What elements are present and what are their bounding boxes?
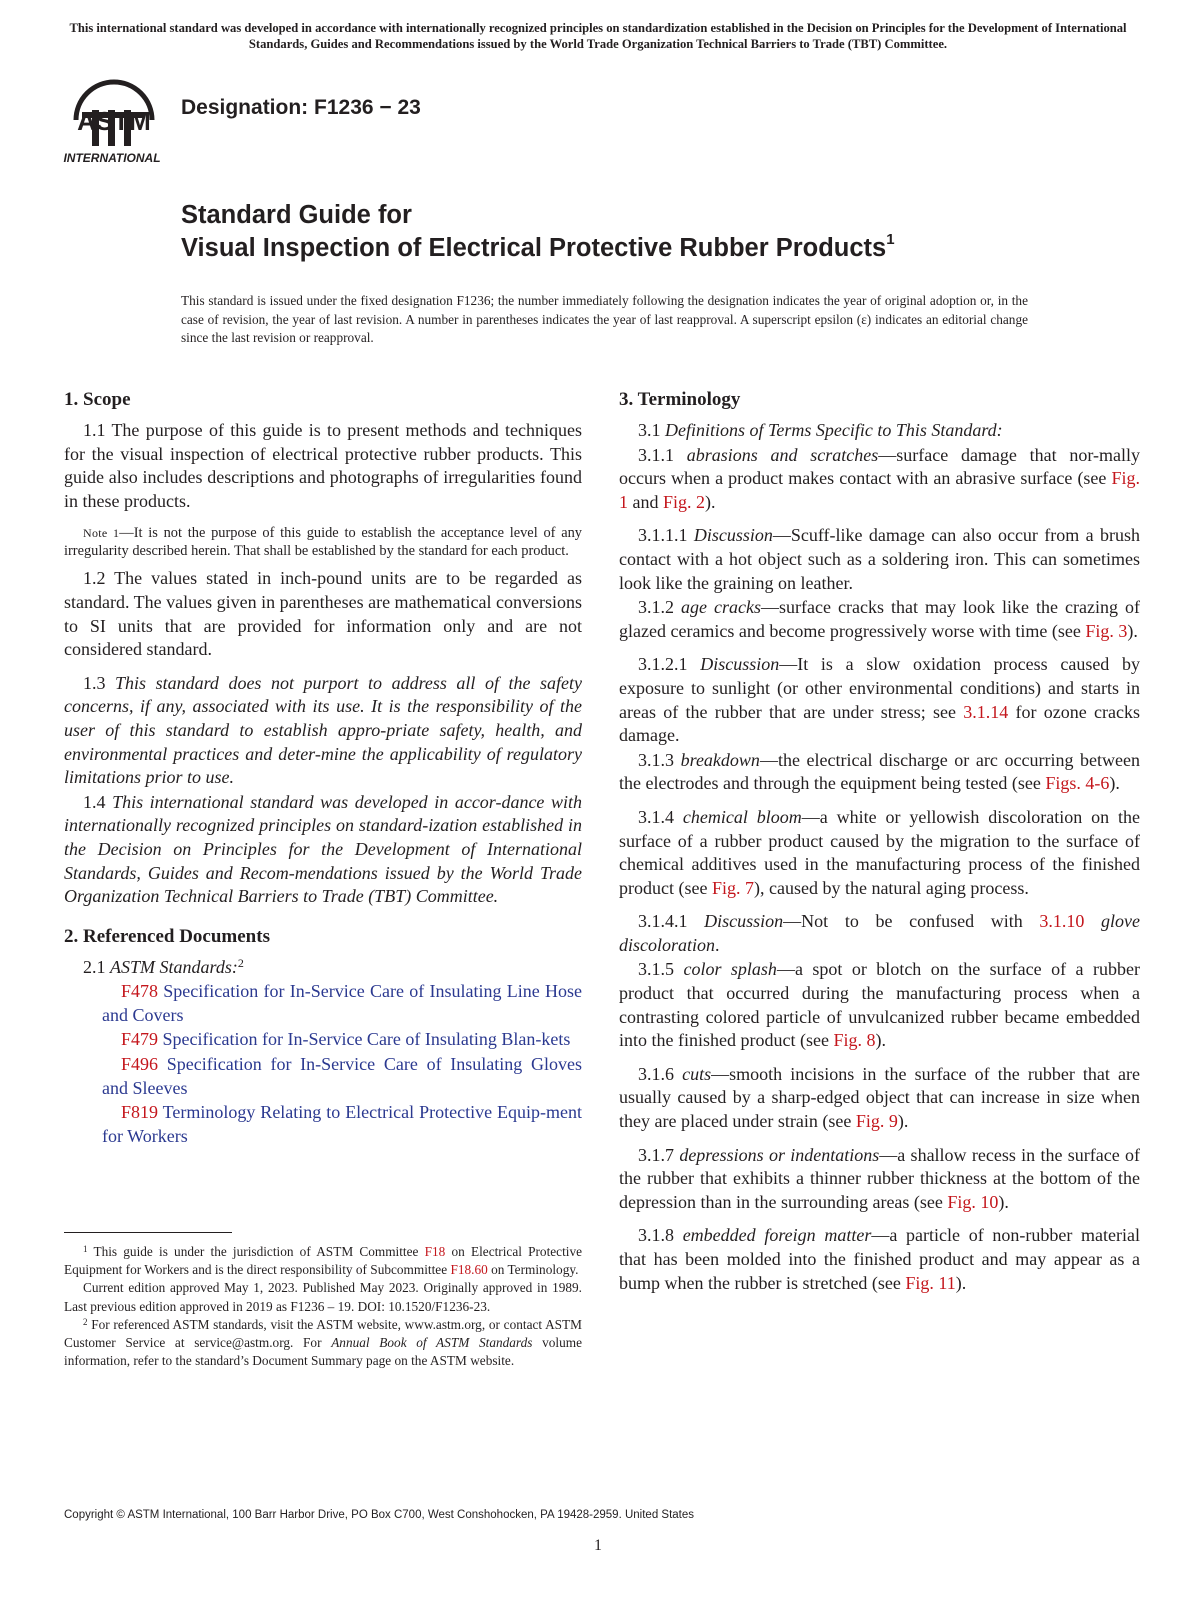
- term-3-1-4-1: [619, 910, 1140, 957]
- link-fig-10[interactable]: Fig. 10: [947, 1191, 999, 1212]
- term-3-1-5: [619, 958, 1140, 1052]
- terminology-heading: 3. Terminology: [619, 389, 741, 410]
- term-3-1-1-and: and: [628, 491, 663, 512]
- term-3-1: [619, 419, 1140, 443]
- scope-1-3: [64, 672, 582, 790]
- term-3-1-3-end: ).: [1109, 773, 1120, 794]
- left-column: [64, 388, 582, 1149]
- term-3-1-2-1-end: for ozone cracks damage.: [619, 701, 1141, 746]
- footnote-1-text-a: This guide is under the jurisdiction of ASTM Committee: [93, 1244, 419, 1259]
- term-3-1-4-1-text: —Not to be confused with: [783, 911, 1040, 932]
- term-3-1-1-1: [619, 524, 1140, 595]
- referenced-2-1-num: 2.1: [83, 956, 106, 977]
- term-3-1-5-text: —a spot or blotch on the surface of a rubber product that occurred during the manufacturing process when a contrasting colored particle of unvulcanized rubber became embedded into the finished product (see: [619, 959, 1140, 1051]
- term-3-1-1-num: 3.1.1: [638, 444, 674, 465]
- ref-item-f478[interactable]: [64, 980, 582, 1027]
- footnote-1-text-b: on Electrical Protective Equipment for Workers and is the direct responsibility of Subcommittee: [64, 1244, 583, 1278]
- scope-1-4-text: This international standard was developed in accor-dance with internationally recognized principles on standard-ization established in the Decision on Principles for the Development of International Standards, Guides and Recom-mendations issued by the World Trade Organization Technical Barriers to Trade (TBT) Committee.: [64, 791, 583, 907]
- term-3-1-text: Definitions of Terms Specific to This Standard:: [665, 420, 1003, 440]
- title-footnote-ref: 1: [886, 231, 895, 248]
- right-column: [619, 388, 1140, 1296]
- page-number: 1: [594, 1537, 602, 1554]
- ref-code-f496[interactable]: F496: [121, 1054, 159, 1075]
- footnote-1-edition: Current edition approved May 1, 2023. Published May 2023. Originally approved in 1989. Last previous edition approved in 2019 as F1236 – 19. DOI: 10.1520/F1236-23.: [64, 1280, 582, 1314]
- term-3-1-1-1-term: Discussion: [693, 525, 773, 546]
- term-3-1-2-term: age cracks: [681, 597, 762, 618]
- ref-title-f496[interactable]: Specification for In-Service Care of Insulating Gloves and Sleeves: [102, 1054, 583, 1098]
- term-3-1-1-1-num: 3.1.1.1: [638, 525, 688, 546]
- footnote-1-text-c: on Terminology.: [491, 1262, 579, 1278]
- note-1-text: —It is not the purpose of this guide to establish the acceptance level of any irregularity described herein. That shall be established by the standard for each product.: [64, 525, 582, 560]
- term-3-1-1-1-text: —Scuff-like damage can also occur from a brush contact with a hot object such as a soldering iron. This can sometimes look like the graining on leather.: [619, 525, 1141, 593]
- scope-1-3-num: 1.3: [83, 672, 106, 693]
- ref-title-f479[interactable]: Specification for In-Service Care of Insulating Blan-kets: [162, 1029, 571, 1050]
- term-3-1-8-term: embedded foreign matter: [682, 1225, 872, 1246]
- scope-1-1: 1.1 The purpose of this guide is to present methods and techniques for the visual inspection of electrical protective rubber products. This guide also includes descriptions and photographs of irregularities found in these products.: [64, 420, 582, 511]
- term-3-1-4-1-term: Discussion: [704, 911, 784, 932]
- term-3-1-7-text: —a shallow recess in the surface of the rubber that exhibits a thinner rubber thickness at the bottom of the depression than in the surrounding areas (see: [619, 1144, 1141, 1212]
- term-3-1-6-end: ).: [897, 1111, 909, 1132]
- note-1-label: Note 1: [83, 526, 120, 541]
- scope-1-3-text: This standard does not purport to address all of the safety concerns, if any, associated with its use. It is the responsibility of the user of this standard to establish appro-priate safety, health, and environmental practices and deter-mine the applicability of regulatory limitations prior to use.: [64, 672, 582, 788]
- term-3-1-2-1-term: Discussion: [700, 654, 780, 675]
- term-3-1-4-term: chemical bloom: [682, 806, 802, 827]
- term-3-1-3-num: 3.1.3: [638, 749, 674, 770]
- term-3-1-7-term: depressions or indentations: [679, 1144, 880, 1165]
- referenced-2-1: [64, 956, 582, 980]
- referenced-heading: 2. Referenced Documents: [64, 925, 270, 947]
- footnote-2: [64, 1316, 582, 1371]
- note-1: [64, 524, 582, 560]
- term-3-1-5-term: color splash: [683, 959, 777, 980]
- scope-1-4-num: 1.4: [83, 791, 106, 812]
- link-fig-1[interactable]: Fig. 1: [619, 468, 1140, 512]
- title-line-2: Visual Inspection of Electrical Protective Rubber Products: [181, 234, 887, 262]
- term-3-1-1: [619, 444, 1140, 515]
- footnote-2-italic: Annual Book of ASTM Standards: [331, 1335, 533, 1351]
- term-3-1-6: [619, 1063, 1140, 1134]
- term-3-1-6-text: —smooth incisions in the surface of the rubber that are usually caused by a sharp-edged object that can increase in size when they are placed under strain (see: [619, 1063, 1141, 1132]
- ref-title-f819[interactable]: Terminology Relating to Electrical Protective Equip-ment for Workers: [102, 1102, 582, 1146]
- term-3-1-2-end: ).: [1127, 620, 1138, 641]
- ref-code-f819[interactable]: F819: [121, 1102, 159, 1123]
- footnote-2-text-b: volume information, refer to the standard’s Document Summary page on the ASTM website.: [64, 1335, 582, 1369]
- ref-title-f478[interactable]: Specification for In-Service Care of Insulating Line Hose and Covers: [102, 981, 582, 1025]
- ref-item-f496[interactable]: [64, 1053, 582, 1100]
- link-fig-3[interactable]: Fig. 3: [1085, 620, 1128, 641]
- scope-heading: 1. Scope: [64, 389, 131, 410]
- term-3-1-6-term: cuts: [682, 1063, 712, 1084]
- referenced-2-1-fn: 2: [237, 955, 244, 970]
- referenced-2-1-text: ASTM Standards:: [110, 956, 238, 977]
- term-3-1-8-num: 3.1.8: [638, 1225, 674, 1246]
- term-3-1-4-1-num: 3.1.4.1: [638, 911, 688, 932]
- term-3-1-6-num: 3.1.6: [638, 1063, 674, 1084]
- term-3-1-4: [619, 806, 1140, 900]
- link-f18[interactable]: F18: [424, 1244, 446, 1259]
- term-3-1-1-term: abrasions and scratches: [686, 444, 879, 465]
- logo-subtitle: INTERNATIONAL: [63, 151, 161, 165]
- footnote-2-text-a: For referenced ASTM standards, visit the ASTM website, www.astm.org, or contact ASTM Customer Service at service@astm.org. For: [64, 1316, 583, 1351]
- designation: Designation: F1236 − 23: [181, 96, 421, 119]
- tbt-banner: This international standard was developed in accordance with internationally recognized principles on standardization established in the Decision on Principles for the Development of International Standards, Guides and Recommendations issued by the World Trade Organization Technical Barriers to Trade (TBT) Committee.: [69, 21, 1127, 51]
- term-3-1-7: [619, 1144, 1140, 1215]
- footnote-1-mark: 1: [83, 1244, 88, 1254]
- document-title: [181, 199, 1081, 265]
- link-fig-9[interactable]: Fig. 9: [855, 1111, 898, 1132]
- term-3-1-2-text: —surface cracks that may look like the crazing of glazed ceramics and become progressively worse with time (see: [619, 597, 1141, 641]
- term-3-1-7-end: ).: [998, 1191, 1009, 1212]
- term-3-1-num: 3.1: [638, 420, 661, 440]
- scope-1-2: 1.2 The values stated in inch-pound units are to be regarded as standard. The values given in parentheses are mathematical conversions to SI units that are provided for information only and are not considered standard.: [64, 568, 582, 660]
- term-3-1-8-text: —a particle of non-rubber material that has been molded into the finished product and may appear as a bump when the rubber is stretched (see: [619, 1225, 1140, 1293]
- term-3-1-3: [619, 749, 1140, 796]
- title-line-1: Standard Guide for: [181, 201, 412, 229]
- link-f18-60[interactable]: F18.60: [450, 1262, 488, 1278]
- link-fig-8[interactable]: Fig. 8: [833, 1030, 876, 1051]
- astm-logo: [62, 70, 170, 168]
- link-fig-2[interactable]: Fig. 2: [663, 491, 706, 512]
- term-3-1-1-text: —surface damage that nor-mally occurs when a product makes contact with an abrasive surface (see: [619, 444, 1141, 489]
- ref-item-f479[interactable]: [64, 1028, 582, 1052]
- term-3-1-4-end: ), caused by the natural aging process.: [753, 877, 1029, 898]
- issued-note: This standard is issued under the fixed designation F1236; the number immediately following the designation indicates the year of original adoption or, in the case of revision, the year of last revision. A number in parentheses indicates the year of last reapproval. A superscript epsilon (ε) indicates an editorial change since the last revision or reapproval.: [181, 293, 1028, 345]
- term-3-1-2-1-text: —It is a slow oxidation process caused by exposure to sunlight (or other environmental conditions) and starts in areas of the rubber that are under stress; see: [619, 654, 1141, 722]
- term-3-1-4-1-end: .: [715, 934, 720, 955]
- term-3-1-5-end: ).: [875, 1030, 886, 1051]
- link-fig-7[interactable]: Fig. 7: [711, 877, 754, 898]
- term-3-1-2-1: [619, 653, 1140, 747]
- footnote-1: [64, 1243, 582, 1279]
- term-3-1-2: [619, 596, 1140, 643]
- link-3-1-14[interactable]: 3.1.14: [963, 701, 1009, 722]
- term-3-1-4-text: —a white or yellowish discoloration on the surface of a rubber product caused by the migration to the surface of chemical additives used in the manufacturing process of the finished product (see: [619, 806, 1140, 898]
- copyright-line: Copyright © ASTM International, 100 Barr Harbor Drive, PO Box C700, West Conshohocken, PA 19428-2959. United States: [64, 1509, 695, 1521]
- scope-1-4: [64, 791, 582, 909]
- term-3-1-7-num: 3.1.7: [638, 1144, 674, 1165]
- link-fig-11[interactable]: Fig. 11: [905, 1272, 956, 1293]
- term-3-1-3-text: —the electrical discharge or arc occurring between the electrodes and through the equipment being tested (see: [619, 749, 1141, 794]
- ref-code-f478[interactable]: F478: [121, 981, 159, 1002]
- term-3-1-2-num: 3.1.2: [638, 597, 674, 618]
- term-3-1-8-end: ).: [955, 1272, 967, 1293]
- term-3-1-5-num: 3.1.5: [638, 959, 674, 980]
- footnotes: [64, 1243, 582, 1370]
- footnote-2-mark: 2: [83, 1316, 88, 1327]
- logo-mark: ASTM: [77, 106, 151, 136]
- link-figs-4-6[interactable]: Figs. 4-6: [1045, 773, 1110, 794]
- term-3-1-2-1-num: 3.1.2.1: [638, 654, 688, 675]
- ref-item-f819[interactable]: [64, 1101, 582, 1148]
- term-3-1-1-end: ).: [705, 491, 716, 512]
- ref-code-f479[interactable]: F479: [121, 1029, 159, 1050]
- term-3-1-3-term: breakdown: [680, 749, 760, 770]
- footnote-divider: [64, 1232, 232, 1233]
- term-3-1-4-num: 3.1.4: [638, 806, 674, 827]
- term-3-1-8: [619, 1224, 1140, 1295]
- link-3-1-10[interactable]: 3.1.10: [1039, 911, 1085, 932]
- term-3-1-4-1-italic: glove discoloration: [619, 911, 1141, 955]
